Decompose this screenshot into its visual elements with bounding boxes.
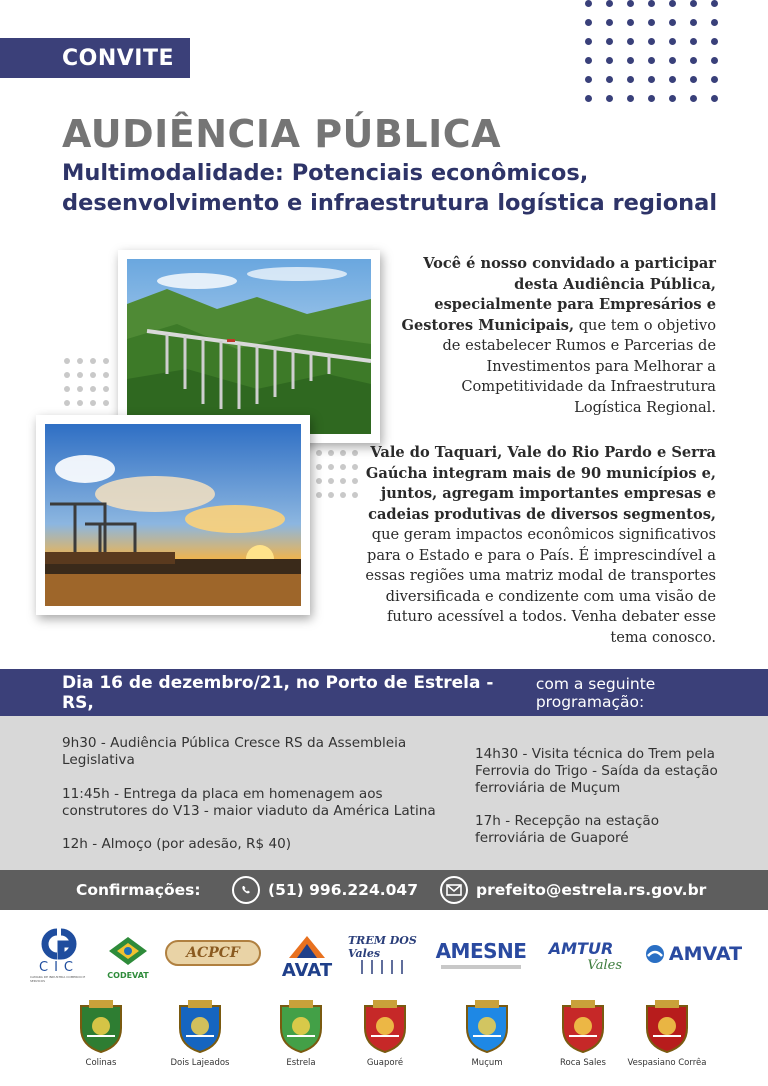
decorative-dot [627,76,634,83]
event-date: Dia 16 de dezembro/21, no Porto de Estrela - RS, [62,672,494,713]
decorative-dot [316,478,322,484]
decorative-dot [669,57,676,64]
email-address: prefeito@estrela.rs.gov.br [476,881,707,899]
decorative-dot [585,0,592,7]
decorative-dot [690,19,697,26]
schedule-item: 11:45h - Entrega da placa em homenagem aos construtores do V13 - maior viaduto da América Latina [62,786,436,819]
invite-badge: CONVITE [0,38,190,78]
decorative-dot [627,0,634,7]
schedule-item: 14h30 - Visita técnica do Trem pela Ferrovia do Trigo - Saída da estação ferroviária de Muçum [475,746,718,796]
municipal-crest [452,998,522,1068]
decorative-dot [328,464,334,470]
avat-logo [276,926,338,988]
decorative-dot [669,38,676,45]
port-sunset-photo [36,415,310,615]
whatsapp-icon [232,876,260,904]
municipal-crest [627,998,707,1068]
decorative-dot [606,76,613,83]
crest-shield-icon [459,998,515,1054]
decorative-dot [328,492,334,498]
municipal-crest [266,998,336,1068]
decorative-dot [648,0,655,7]
crest-label: Colinas [85,1058,117,1068]
decorative-dot [64,358,70,364]
crest-label: Guaporé [366,1058,404,1068]
intro-rest: que tem o objetivo de estabelecer Rumos e Parcerias de Investimentos para Melhorar a Competitividade da Infraestrutura Logística Regional. [442,316,716,416]
decorative-dot [103,358,109,364]
decorative-dot [669,76,676,83]
amtur-name: AMTUR [548,939,614,958]
event-date-bar [0,669,768,716]
decorative-dot [690,95,697,102]
schedule-item: 17h - Recepção na estação ferroviária de Guaporé [475,813,660,846]
decorative-dot [690,0,697,7]
municipal-crest [350,998,420,1068]
decorative-dot [316,492,322,498]
amesne-logo [435,932,527,976]
codevat-logo [100,926,156,988]
decorative-dot [585,19,592,26]
amesne-name: AMESNE [435,939,527,963]
amvat-logo [638,936,748,972]
decorative-dot [711,95,718,102]
decorative-dot [340,478,346,484]
crest-shield-icon [555,998,611,1054]
municipal-crest [548,998,618,1068]
decorative-dot [606,38,613,45]
email-icon [440,876,468,904]
amtur-logo [536,934,626,978]
schedule-item: 9h30 - Audiência Pública Cresce RS da Assembleia Legislativa [62,735,407,768]
intro-paragraph [400,254,716,418]
schedule-item: 12h - Almoço (por adesão, R$ 40) [62,836,292,852]
municipal-crests [0,998,768,1078]
event-date-rest: com a seguinte programação: [535,674,656,711]
decorative-dot [669,0,676,7]
decorative-dot [711,38,718,45]
crest-shield-icon [357,998,413,1054]
municipal-crest [66,998,136,1068]
decorative-dot [340,464,346,470]
decorative-dot [585,95,592,102]
decorative-dot [711,76,718,83]
acpcf-logo [165,940,261,966]
decorative-dot [103,400,109,406]
decorative-dot [669,19,676,26]
decorative-dot [648,76,655,83]
municipal-crest [165,998,235,1068]
crest-shield-icon [273,998,329,1054]
decorative-dot [648,38,655,45]
decorative-dot [77,372,83,378]
email-contact[interactable] [440,876,706,904]
confirm-label: Confirmações: [76,881,201,899]
decorative-dot [585,76,592,83]
body-rest: que geram impactos econômicos significativos para o Estado e para o País. É imprescindível a essas regiões uma matriz modal de transportes diversificada e condizente com uma visão de futuro acessível a todos. Venha debater esse tema conosco. [365,526,716,646]
decorative-dot [648,57,655,64]
decorative-dot [316,450,322,456]
decorative-dot [606,95,613,102]
decorative-dot [627,19,634,26]
crest-label: Estrela [286,1058,316,1068]
decorative-dot [627,57,634,64]
decorative-dot [606,19,613,26]
decorative-dot [77,400,83,406]
decorative-dot [690,38,697,45]
crest-label: Vespasiano Corrêa [627,1058,707,1068]
crest-label: Roca Sales [560,1058,606,1068]
decorative-dot [77,358,83,364]
decorative-dot [77,386,83,392]
phone-contact[interactable] [232,876,418,904]
decorative-dot [669,95,676,102]
decorative-dot [328,478,334,484]
page-subtitle: Multimodalidade: Potenciais econômicos, desenvolvimento e infraestrutura logística regional [62,160,718,216]
decorative-dot [627,95,634,102]
decorative-dot [606,57,613,64]
amtur-sub: Vales [587,958,622,973]
trem-dos-vales-logo [348,932,426,976]
decorative-dot [64,386,70,392]
decorative-dot [103,372,109,378]
decorative-dot-grid-top [585,0,718,102]
decorative-dot [64,372,70,378]
decorative-dot-grid-left [64,358,109,406]
cic-tagline: CAMARA DE INDUSTRIA COMERCIO E SERVICOS [30,974,86,983]
decorative-dot [340,492,346,498]
decorative-dot [606,0,613,7]
trem-name: TREM DOS Vales [348,934,417,960]
decorative-dot [648,95,655,102]
decorative-dot [711,0,718,7]
phone-number: (51) 996.224.047 [268,881,418,899]
decorative-dot [90,400,96,406]
crest-shield-icon [172,998,228,1054]
body-bold: Vale do Taquari, Vale do Rio Pardo e Serra Gaúcha integram mais de 90 municípios e, juntos, agregam importantes empresas e cadeias produtivas de diversos segmentos, [365,444,716,523]
schedule-section [0,716,768,870]
organization-logos [0,918,768,990]
crest-shield-icon [73,998,129,1054]
crest-label: Dois Lajeados [170,1058,230,1068]
avat-name: AVAT [281,959,333,981]
codevat-name: CODEVAT [107,970,149,980]
decorative-dot [648,19,655,26]
decorative-dot [90,358,96,364]
decorative-dot [690,76,697,83]
acpcf-name: ACPCF [186,945,240,961]
decorative-dot [585,38,592,45]
decorative-dot [340,450,346,456]
decorative-dot [328,450,334,456]
cic-name: CIC [39,959,79,975]
intro-bold: Você é nosso convidado a participar desta Audiência Pública, especialmente para Empresários e Gestores Municipais, [401,255,716,334]
decorative-dot [627,38,634,45]
decorative-dot [585,57,592,64]
decorative-dot [103,386,109,392]
decorative-dot [90,386,96,392]
body-paragraph [348,443,716,648]
cic-logo [30,924,88,986]
crest-label: Muçum [471,1058,503,1068]
decorative-dot [711,19,718,26]
decorative-dot [90,372,96,378]
decorative-dot [690,57,697,64]
crest-shield-icon [639,998,695,1054]
decorative-dot [711,57,718,64]
page-title: AUDIÊNCIA PÚBLICA [62,112,502,156]
decorative-dot [316,464,322,470]
amvat-name: AMVAT [668,943,743,965]
decorative-dot [64,400,70,406]
confirmation-bar [0,870,768,910]
